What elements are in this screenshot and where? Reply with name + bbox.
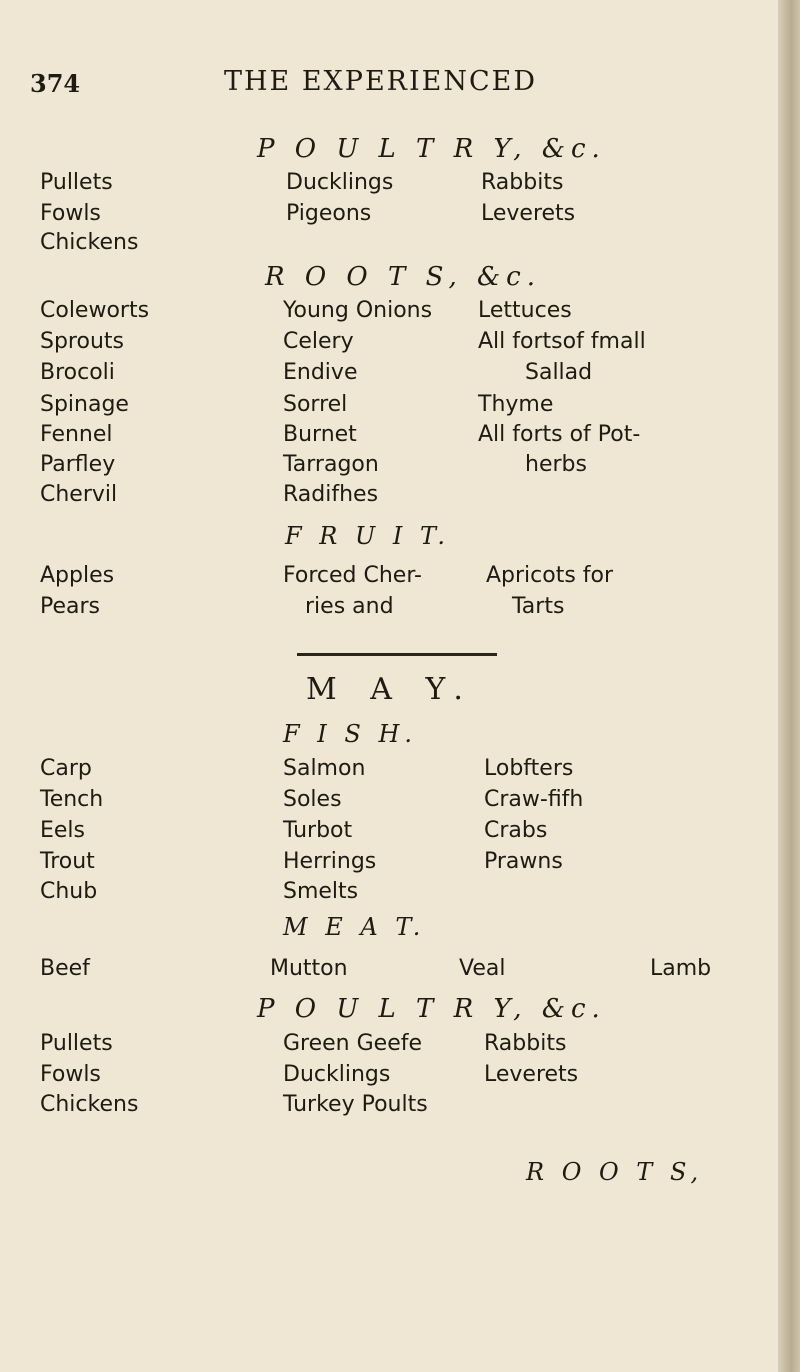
list-item: Tarragon <box>283 452 379 477</box>
list-item: Salmon <box>283 756 366 781</box>
list-item: Apricots for <box>486 563 614 588</box>
list-item: Fowls <box>40 201 101 226</box>
list-item: Sprouts <box>40 329 124 354</box>
list-item: Turkey Poults <box>283 1092 428 1117</box>
page-number: 374 <box>30 69 81 98</box>
list-item: Sorrel <box>283 392 348 417</box>
list-item: Pullets <box>40 1031 113 1056</box>
list-item: Smelts <box>283 879 359 904</box>
list-item: Green Geefe <box>283 1031 423 1056</box>
list-item: Sallad <box>525 360 593 385</box>
list-item: All fortsof fmall <box>478 329 646 354</box>
list-item: Apples <box>40 563 115 588</box>
list-item: Soles <box>283 787 342 812</box>
list-item: Burnet <box>283 422 357 447</box>
list-item: Pears <box>40 594 101 619</box>
page-edge <box>778 0 800 1372</box>
list-item: Tarts <box>512 594 565 619</box>
section-heading-fish: F I S H. <box>283 720 418 748</box>
running-title: THE EXPERIENCED <box>224 66 537 97</box>
list-item: Turbot <box>283 818 353 843</box>
list-item: Chickens <box>40 1092 139 1117</box>
list-item: Thyme <box>478 392 554 417</box>
list-item: Pigeons <box>286 201 372 226</box>
list-item: Lobfters <box>484 756 574 781</box>
list-item: ries and <box>305 594 394 619</box>
list-item: herbs <box>525 452 587 477</box>
list-item: Rabbits <box>481 170 564 195</box>
section-heading-poultry: P O U L T R Y, &c. <box>257 134 606 164</box>
list-item: Leverets <box>481 201 576 226</box>
list-item: Veal <box>459 956 506 981</box>
catchword: R O O T S, <box>526 1158 704 1186</box>
list-item: Trout <box>40 849 95 874</box>
list-item: Endive <box>283 360 358 385</box>
list-item: Lamb <box>650 956 712 981</box>
list-item: Fennel <box>40 422 113 447</box>
list-item: Ducklings <box>283 1062 391 1087</box>
list-item: Mutton <box>270 956 348 981</box>
list-item: Rabbits <box>484 1031 567 1056</box>
list-item: Carp <box>40 756 92 781</box>
list-item: Beef <box>40 956 90 981</box>
list-item: Young Onions <box>283 298 433 323</box>
list-item: All forts of Pot- <box>478 422 641 447</box>
list-item: Chub <box>40 879 98 904</box>
list-item: Spinage <box>40 392 129 417</box>
month-title: M A Y. <box>306 672 475 707</box>
section-divider <box>297 653 497 656</box>
list-item: Fowls <box>40 1062 101 1087</box>
list-item: Leverets <box>484 1062 579 1087</box>
list-item: Celery <box>283 329 354 354</box>
section-heading-roots: R O O T S, &c. <box>265 262 541 292</box>
section-heading-fruit: F R U I T. <box>285 522 451 550</box>
list-item: Craw-fifh <box>484 787 584 812</box>
list-item: Crabs <box>484 818 548 843</box>
list-item: Forced Cher- <box>283 563 422 588</box>
list-item: Tench <box>40 787 104 812</box>
list-item: Lettuces <box>478 298 572 323</box>
list-item: Brocoli <box>40 360 115 385</box>
list-item: Chervil <box>40 482 118 507</box>
list-item: Coleworts <box>40 298 150 323</box>
list-item: Radifhes <box>283 482 379 507</box>
list-item: Ducklings <box>286 170 394 195</box>
list-item: Parfley <box>40 452 116 477</box>
list-item: Prawns <box>484 849 563 874</box>
section-heading-poultry: P O U L T R Y, &c. <box>257 994 606 1024</box>
section-heading-meat: M E A T. <box>283 913 426 941</box>
list-item: Pullets <box>40 170 113 195</box>
list-item: Chickens <box>40 230 139 255</box>
list-item: Herrings <box>283 849 377 874</box>
list-item: Eels <box>40 818 86 843</box>
